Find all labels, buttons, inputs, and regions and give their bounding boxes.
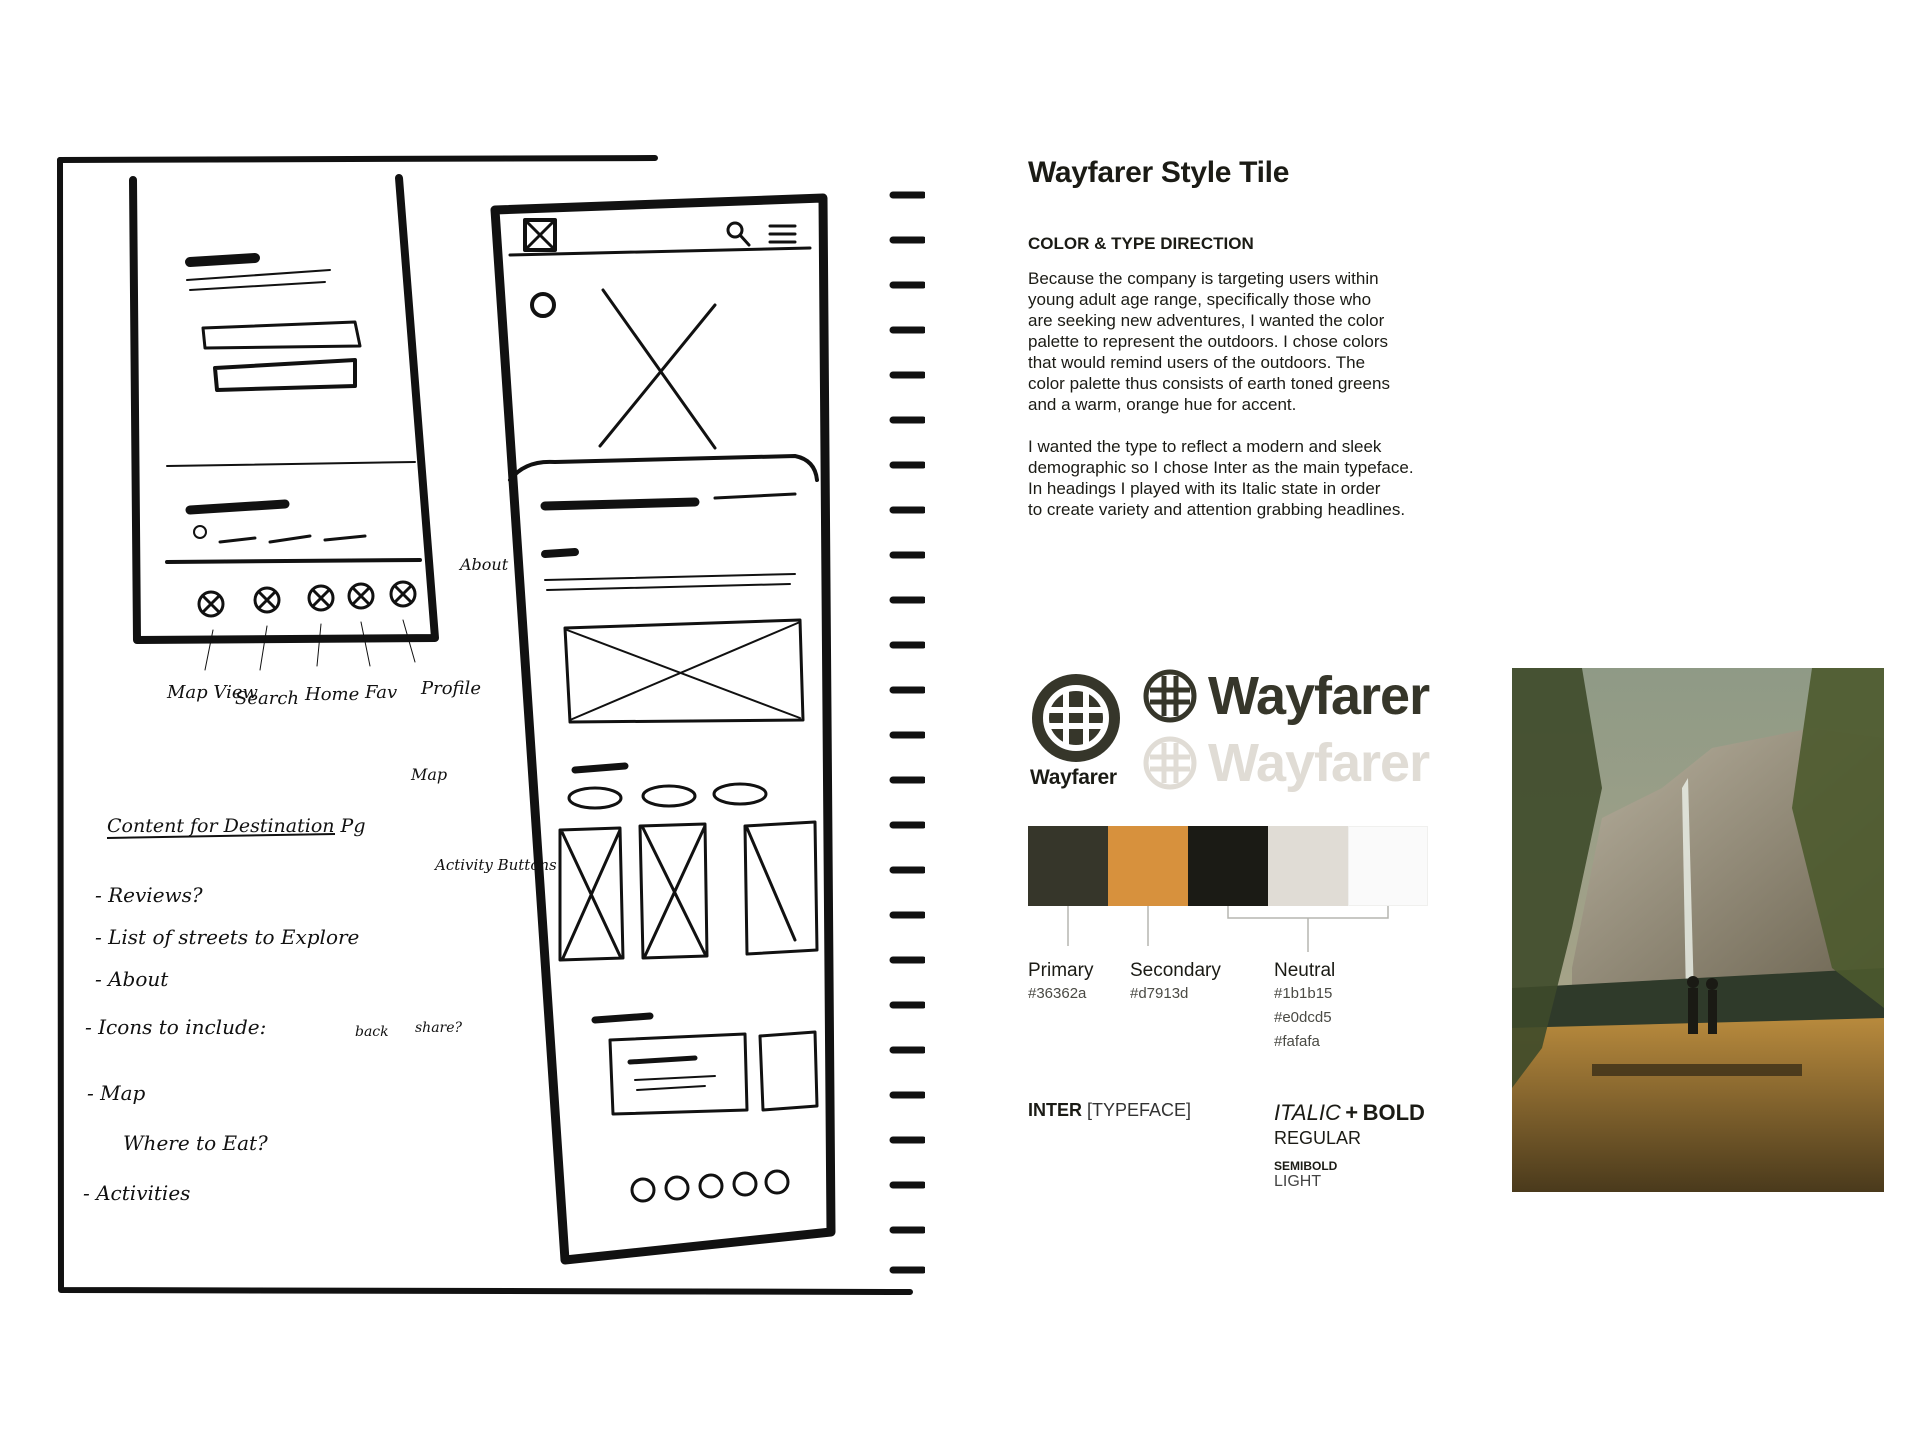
sketch-nav-label-map: Map View [167, 682, 258, 703]
section-heading: COLOR & TYPE DIRECTION [1028, 234, 1254, 253]
wordmark-dark [1142, 668, 1429, 724]
sketch-list-6: Where to Eat? [123, 1131, 268, 1155]
swatch-neutral-2 [1268, 826, 1348, 906]
color-hex: #36362a [1028, 985, 1087, 1002]
globe-icon [1142, 668, 1198, 724]
swatch-neutral-3 [1348, 826, 1428, 906]
sketch-list-5: - Map [87, 1081, 146, 1105]
logo-label: Wayfarer [1030, 766, 1117, 789]
paragraph-line: Because the company is targeting users within [1028, 269, 1379, 288]
mood-photo [1512, 668, 1884, 1192]
weight-bold: BOLD [1362, 1100, 1425, 1125]
typeface-suffix: [TYPEFACE] [1087, 1100, 1192, 1120]
sketch-list-2: - List of streets to Explore [95, 925, 360, 949]
wordmark-light-text: Wayfarer [1208, 733, 1430, 793]
globe-icon [1142, 735, 1198, 791]
phone-wireframe-2 [495, 198, 831, 1260]
swatch-primary [1028, 826, 1108, 906]
paragraph-line: that would remind users of the outdoors. The [1028, 353, 1366, 372]
sketch-note-about: About [460, 555, 509, 574]
paragraph-line: color palette thus consists of earth toned greens [1028, 374, 1390, 393]
color-hex: #1b1b15 [1274, 985, 1333, 1002]
weight-italic: ITALIC [1274, 1100, 1341, 1125]
color-hex: #fafafa [1274, 1033, 1320, 1050]
paragraph-line: I wanted the type to reflect a modern and sleek [1028, 437, 1382, 456]
paragraph-line: are seeking new adventures, I wanted the color [1028, 311, 1385, 330]
color-group-secondary [1130, 960, 1221, 1006]
weight-plus: + [1345, 1100, 1359, 1125]
paragraph-color [1028, 268, 1468, 415]
paragraph-line: palette to represent the outdoors. I chose colors [1028, 332, 1389, 351]
swatch-secondary [1108, 826, 1188, 906]
sketch-nav-label-home: Home [305, 684, 360, 705]
sketch-list-3: - About [95, 967, 169, 991]
sketch-heading: Content for Destination Pg [107, 815, 366, 837]
weight-light: LIGHT [1274, 1173, 1322, 1190]
color-hex: #e0dcd5 [1274, 1009, 1332, 1026]
color-name: Neutral [1274, 960, 1336, 981]
paragraph-line: to create variety and attention grabbing headlines. [1028, 500, 1406, 519]
globe-logo-icon [1028, 670, 1124, 766]
wordmark-light [1142, 735, 1429, 791]
sketch-nav-label-profile: Profile [421, 678, 481, 699]
weight-semibold: SEMIBOLD [1274, 1159, 1338, 1173]
typeface-label [1028, 1100, 1191, 1121]
paragraph-line: In headings I played with its Italic state in order [1028, 479, 1381, 498]
sketch-list-4: - Icons to include: [85, 1015, 267, 1039]
sketch-list-7: - Activities [83, 1181, 191, 1205]
sketch-icon-note-back: back [355, 1024, 389, 1040]
swatch-neutral-1 [1188, 826, 1268, 906]
type-weights [1274, 1100, 1425, 1191]
sketch-nav-label-fav: Fav [365, 682, 398, 703]
color-group-primary [1028, 960, 1093, 1006]
paragraph-line: and a warm, orange hue for accent. [1028, 395, 1297, 414]
sketch-note-activity: Activity Buttons [435, 856, 557, 874]
wireframe-sketch [55, 150, 925, 1300]
sketch-icon-note-share: share? [415, 1020, 463, 1036]
sketch-nav-label-search: Search [235, 688, 299, 709]
color-name: Secondary [1130, 960, 1221, 981]
phone-wireframe-1 [133, 178, 435, 640]
sketch-list-1: - Reviews? [95, 883, 203, 907]
wordmark-dark-text: Wayfarer [1208, 666, 1430, 726]
paragraph-line: young adult age range, specifically those who [1028, 290, 1372, 309]
page-title: Wayfarer Style Tile [1028, 156, 1290, 189]
paragraph-line: demographic so I chose Inter as the main typeface. [1028, 458, 1414, 477]
sketch-note-map: Map [411, 765, 448, 784]
color-name: Primary [1028, 960, 1094, 981]
paragraph-type [1028, 436, 1468, 520]
weight-regular: REGULAR [1274, 1128, 1362, 1148]
color-hex: #d7913d [1130, 985, 1189, 1002]
color-group-neutral [1274, 960, 1335, 1054]
typeface-name: INTER [1028, 1100, 1082, 1120]
